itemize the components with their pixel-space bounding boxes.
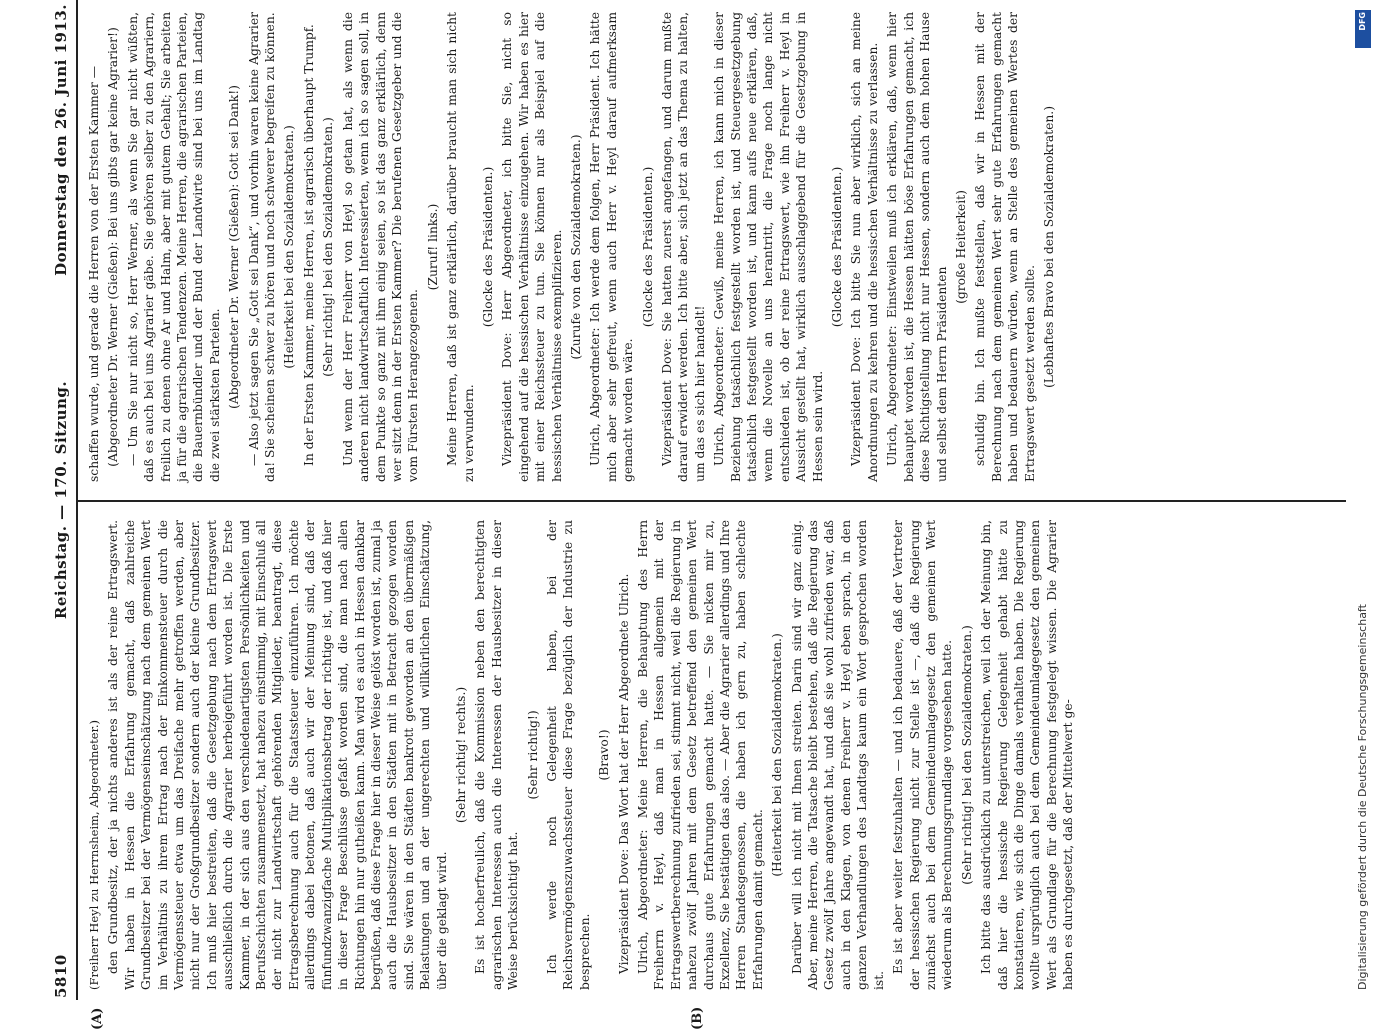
paragraph: Ulrich, Abgeordneter: Gewiß, meine Herren, ich kann mich in dieser Beziehung tatsächlich festgestellt worden ist, und Steuergesetzgebung tatsächlich festgestellt worden ist, und kann aufs neue erklären, daß, wenn die Novelle an uns herantritt, die Frage noch lange nicht entschieden ist, ob der reine Ertragswert, wie ihn Freiherr v. Heyl in Aussicht gestellt hat, wirklich ausschlaggebend für die Gesetzgebung in Hessen sein wird. [712, 12, 825, 482]
paragraph: Vizepräsident Dove: Herr Abgeordneter, ich bitte Sie, nicht so eingehend auf die hessischen Verhältnisse einzugehen. Wir haben es hier mit einer Reichssteuer zu tun. Sie können nur als Beispiel auf die hessischen Verhältnisse exemplifizieren. [500, 12, 564, 482]
paragraph: Ulrich, Abgeordneter: Meine Herren, die Behauptung des Herrn Freiherrn v. Heyl, daß man in Hessen allgemein mit der Ertragswertberechnung zufrieden sei, stimmt nicht, weil die Regierung in nahezu zwölf Jahren mit dem Gesetz betreffend den gemeinen Wert durchaus gute Erfahrungen gemacht hatte. — Sie nicken mir zu, Exzellenz, Sie bestätigen das also. — Aber die Agrarier allerdings und Ihre Herren Standesgenossen, die haben ich gern zu, haben schlechte Erfahrungen damit gemacht. [636, 520, 765, 990]
paragraph: Es ist aber weiter festzuhalten — und ich bedauere, daß der Vertreter der hessischen Regierung nicht zur Stelle ist —, daß die Regierung zunächst auch bei dem Gemeindeumlagegesetz den gemeinen Wert wiederum als Berechnungsgrundlage vorgesehen hatte. [891, 520, 955, 990]
paragraph: (Sehr richtig!) [525, 710, 540, 800]
session-date: Donnerstag den 26. Juni 1913. [52, 4, 70, 276]
paragraph: (Sehr richtig! bei den Sozialdemokraten.) [959, 625, 974, 885]
paragraph: (Glocke des Präsidenten.) [640, 166, 655, 328]
paragraph: Vizepräsident Dove: Das Wort hat der Herr Abgeordnete Ulrich. [616, 573, 631, 974]
paragraph: (Lebhaftes Bravo bei den Sozialdemokraten.) [1041, 105, 1056, 389]
paragraph: Meine Herren, daß ist ganz erklärlich, darüber braucht man sich nicht zu verwundern. [445, 12, 476, 482]
paragraph: Ich bitte das ausdrücklich zu unterstreichen, weil ich der Meinung bin, daß hier die hessische Regierung Gelegenheit gehabt hätte zu konstatieren, wie sich die Dinge damals verhalten haben. Die Regierung wollte ursprünglich auch bei dem Gemeindeumlagegesetz den gemeinen Wert als Grundlage für die Berechnung festgelegt wissen. Die Agrarier haben es durchgesetzt, daß der Mittelwert ge- [979, 520, 1076, 990]
paragraph: — Um Sie nur nicht so, Herr Werner, als wenn Sie gar nicht wüßten, daß es auch bei uns Agrarier gäbe. Sie gehören selber zu den Agrariern, freilich zu denen ohne Ar und Halm, aber mit gutem Gehalt; Sie arbeiten ja für die agrarischen Tendenzen. Meine Herren, die agrarischen Parteien, die Bauernbündler und der Bund der Landwirte sind bei uns im Landtag die zwei stärksten Parteien. [125, 12, 222, 482]
paragraph: Ulrich, Abgeordneter: Einstweilen muß ich erklären, daß, wenn hier behauptet worden ist, die Hessen hätten böse Erfahrungen gemacht, ich diese Richtigstellung nicht nur Hessen, sondern auch dem hohen Hause und selbst dem Herrn Präsidenten [885, 12, 949, 482]
dfg-logo: DFG [1355, 10, 1371, 48]
right-column [86, 12, 1060, 482]
paragraph: (Bravo!) [597, 729, 612, 781]
paragraph: In der Ersten Kammer, meine Herren, ist agrarisch überhaupt Trumpf. [301, 24, 316, 466]
page-header [50, 0, 76, 1000]
paragraph: (Zurufe von den Sozialdemokraten.) [568, 134, 583, 360]
paragraph: den Grundbesitz, der ja nichts anderes ist als der reine Ertragswert. Wir haben in Hessen die Erfahrung gemacht, daß zahlreiche Grundbesitzer bei der Vermögenseinschätzung nach dem gemeinen Wert im Verhältnis zu ihrem Ertrag nach der Einkommensteuer durch die Vermögenssteuer etwa um das Dreifache mehr getroffen werden, aber nicht nur der Großgrundbesitzer sondern auch der kleine Grundbesitzer. Ich muß hier bestreiten, daß die Gesetzgebung nach dem Ertragswert ausschließlich durch die Agrarier herbeigeführt worden ist. Die Erste Kammer, in der sich aus den verschiedenartigsten Persönlichkeiten und Berufsschichten zusammensetzt, hat nahezu einstimmig, mit Einschluß all der nicht zur Landwirtschaft gehörenden Mitglieder, beantragt, diese Ertragsberechnung auch für die Staatssteuer einzuführen. Ich möchte allerdings dabei betonen, daß auch wir der Meinung sind, daß der fünfundzwanzigfache Multiplikationsbetrag der richtige ist, und daß hier in dieser Frage Beschlüsse gefaßt worden sind, die man nach allen Richtungen hin nur gutheißen kann. Man wird es auch in Hessen dankbar begrüßen, daß diese Frage hier in dieser Weise gelöst worden ist, zumal ja auch die Hausbesitzer in den Städten mit in Betracht gezogen worden sind. Sie wären in den Städten bankrott geworden an den übermäßigen Belastungen und an der ungerechten und willkürlichen Einschätzung, über die geklagt wird. [106, 520, 449, 990]
paragraph: schaffen wurde, und gerade die Herren von der Ersten Kammer — [87, 66, 101, 482]
paragraph: (Sehr richtig! rechts.) [453, 686, 468, 824]
paragraph: (große Heiterkeit) [953, 190, 968, 304]
paragraph: (Heiterkeit bei den Sozialdemokraten.) [770, 633, 785, 877]
margin-marker-b: (B) [690, 1006, 705, 1030]
paragraph: (Heiterkeit bei den Sozialdemokraten.) [282, 125, 297, 369]
left-column [86, 520, 1080, 990]
paragraph: Es ist hocherfreulich, daß die Kommission neben den berechtigten agrarischen Interessen auch die Interessen der Hausbesitzer in dieser Weise berücksichtigt hat. [473, 520, 521, 990]
paragraph: (Zuruf! links.) [425, 203, 440, 291]
paragraph: Vizepräsident Dove: Ich bitte Sie nun aber wirklich, sich an meine Anordnungen zu kehren und die hessischen Verhältnisse zu verlassen. [849, 12, 880, 482]
paragraph: Und wenn der Herr Freiherr von Heyl so getan hat, als wenn die anderen nicht landwirtschaftlich Interessierten, wenn ich so sagen soll, in dem Punkte so ganz mit ihm einig seien, so ist das ganz erklärlich, denn wer sitzt denn in der Ersten Kammer? Die berufenen Gesetzgeber und die vom Fürsten Herangezogenen. [340, 12, 421, 482]
paragraph: (Glocke des Präsidenten.) [830, 166, 845, 328]
rotated-page-content [50, 0, 1350, 1030]
paragraph: Darüber will ich nicht mit Ihnen streiten. Darin sind wir ganz einig. Aber, meine Herren, die Tatsache bleibt bestehen, daß die Regierung das Gesetz zwölf Jahre angewandt hat, und daß sie wohl zufrieden war, daß auch in den Klagen, von denen Freiherr v. Heyl eben sprach, in den ganzen Verhandlungen des Landtags kaum ein Wort gesprochen worden ist. [789, 520, 886, 990]
paragraph: — Also jetzt sagen Sie „Gott sei Dank“, und vorhin waren keine Agrarier da! Sie scheinen schwer zu hören und noch schwerer begreifen zu können. [246, 12, 278, 482]
paragraph: (Abgeordneter Dr. Werner (Gießen): Gott sei Dank!) [227, 85, 242, 409]
session-title: Reichstag. — 170. Sitzung. [52, 380, 70, 620]
paragraph: (Freiherr Heyl zu Herrnsheim, Abgeordneter.) [87, 720, 101, 990]
page-number: 5810 [52, 954, 70, 998]
paragraph: Vizepräsident Dove: Sie hatten zuerst angefangen, und darum mußte darauf erwidert werden. Ich bitte aber, sich jetzt an das Thema zu halten, um das es sich hier handelt! [660, 12, 707, 482]
paragraph: schuldig bin. Ich mußte feststellen, daß wir in Hessen mit der Berechnung nach dem gemeinen Wert sehr gute Erfahrungen gemacht haben und bedauern würden, wenn an Stelle des gemeinen Wertes der Ertragswert gesetzt werden sollte. [973, 12, 1037, 482]
paragraph: Ich werde noch Gelegenheit haben, bei der Reichsvermögenszuwachssteuer diese Frage bezüglich der Industrie zu besprechen. [544, 520, 592, 990]
column-divider [76, 500, 1346, 502]
margin-marker-a: (A) [90, 1007, 105, 1030]
paragraph: (Glocke des Präsidenten.) [480, 166, 495, 328]
paragraph: Ulrich, Abgeordneter: Ich werde dem folgen, Herr Präsident. Ich hätte mich aber sehr gefreut, wenn auch Herr v. Heyl darauf aufmerksam gemacht worden wäre. [588, 12, 636, 482]
paragraph: (Abgeordneter Dr. Werner (Gießen): Bei uns gibts gar keine Agrarier!) [106, 27, 121, 467]
digitization-sidebar [1353, 10, 1373, 990]
digitization-note: Digitalisierung gefördert durch die Deutsche Forschungsgemeinschaft [1356, 604, 1369, 990]
paragraph: (Sehr richtig! bei den Sozialdemokraten.) [321, 117, 336, 377]
